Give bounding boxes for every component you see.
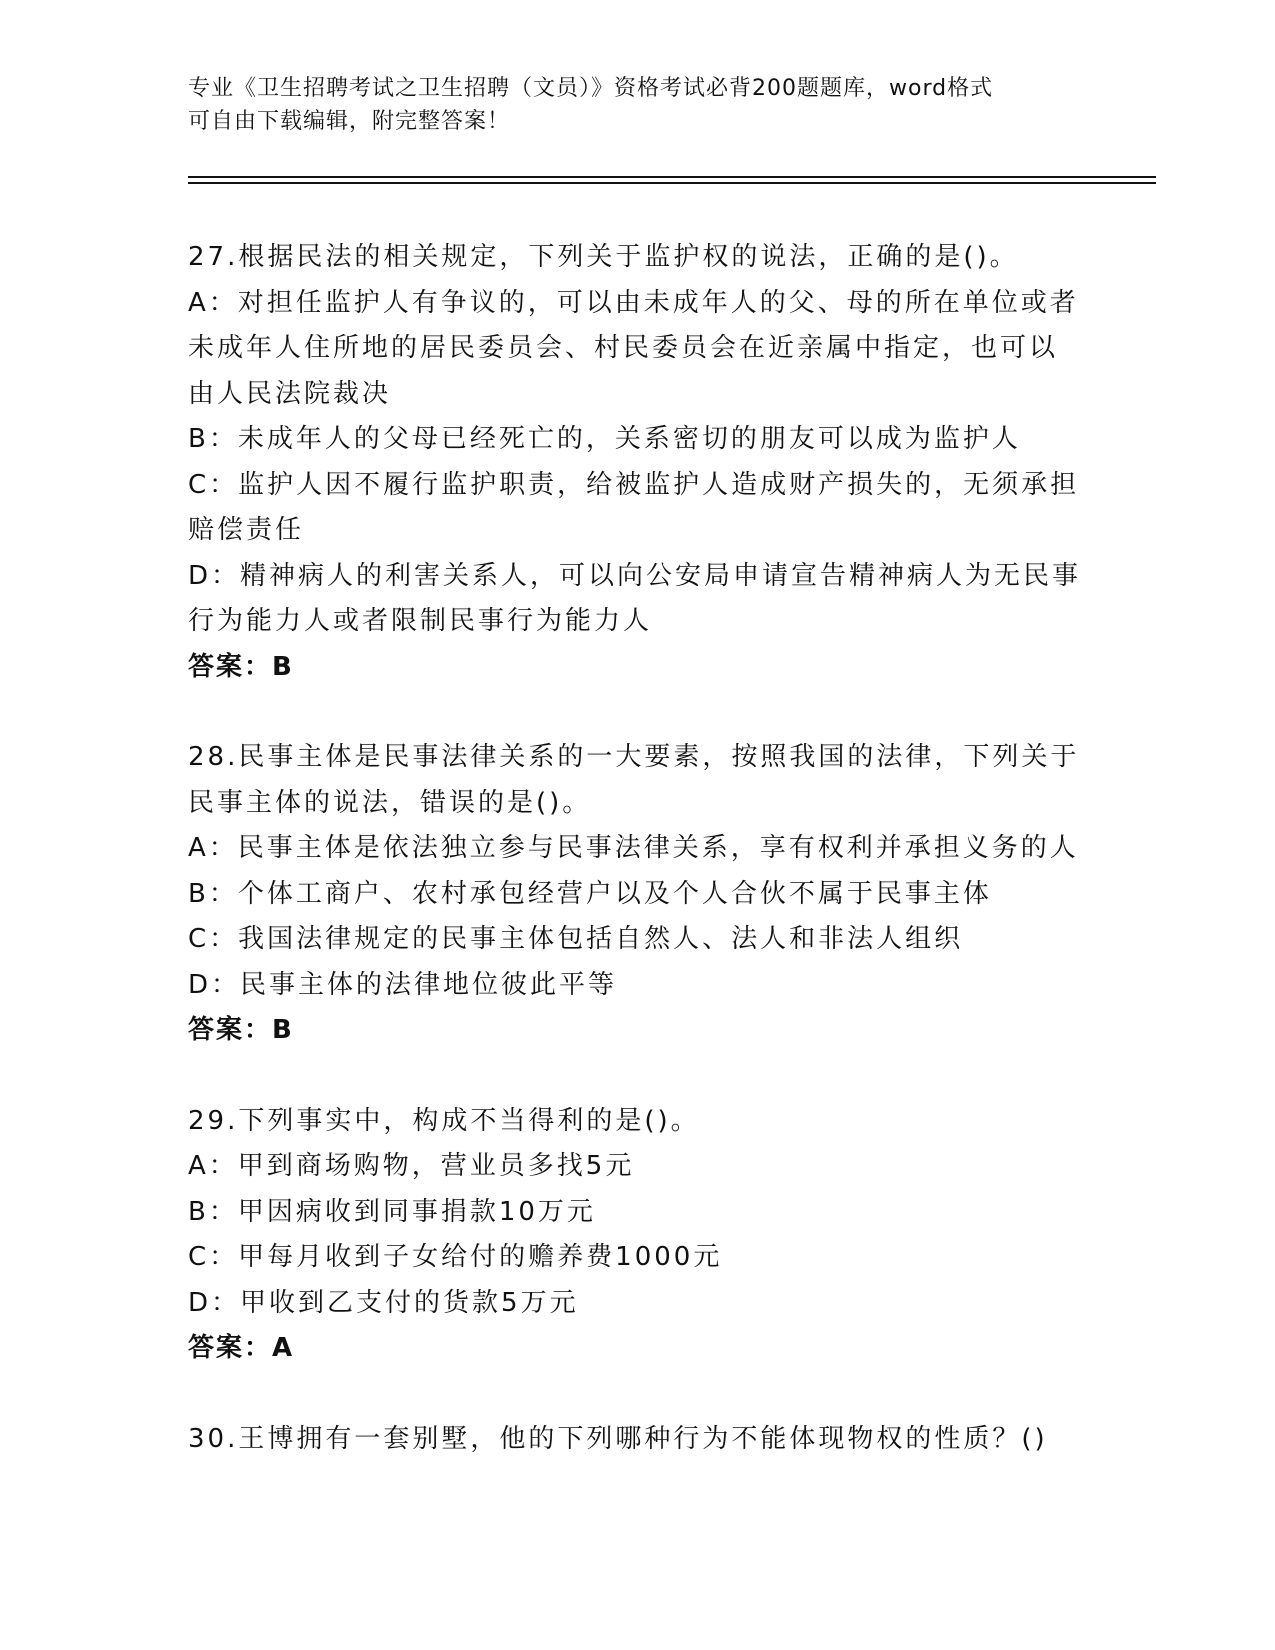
answer-value: B: [272, 1015, 294, 1045]
question-28-option-d-line: D：民事主体的法律地位彼此平等: [188, 969, 618, 1000]
answer-value: B: [272, 651, 294, 682]
question-29-stem-line: 29.下列事实中，构成不当得利的是()。: [188, 1105, 700, 1136]
question-28-stem-line: 民事主体的说法，错误的是()。: [188, 787, 592, 818]
header-divider-bottom: [188, 182, 1156, 184]
question-27-option-d-line: 行为能力人或者限制民事行为能力人: [188, 606, 653, 636]
document-header: [188, 72, 1088, 138]
question-28-stem-line: 28.民事主体是民事法律关系的一大要素，按照我国的法律，下列关于: [188, 742, 1080, 772]
question-27-option-d-line: D：精神病人的利害关系人，可以向公安局申请宣告精神病人为无民事: [188, 560, 1082, 591]
answer-label: 答案：: [188, 1015, 273, 1045]
question-29-option-c-line: C：甲每月收到子女给付的赡养费1000元: [188, 1242, 723, 1272]
question-29: [188, 1099, 1088, 1372]
question-29-answer: [188, 1326, 1088, 1372]
question-27-option-c-line: 赔偿责任: [188, 515, 305, 545]
answer-value: A: [272, 1333, 295, 1363]
question-28: [188, 735, 1088, 1054]
question-27-option-b-line: B：未成年人的父母已经死亡的，关系密切的朋友可以成为监护人: [188, 424, 1021, 454]
question-27-option-a-line: 由人民法院裁决: [188, 378, 392, 409]
header-divider-top: [188, 176, 1156, 178]
question-29-option-d-line: D：甲收到乙支付的货款5万元: [188, 1287, 579, 1318]
header-title-line-1: 专业《卫生招聘考试之卫生招聘（文员）》资格考试必背200题题库，word格式: [188, 76, 994, 101]
question-27-option-c-line: C：监护人因不履行监护职责，给被监护人造成财产损失的，无须承担: [188, 469, 1080, 500]
question-27-option-a-line: A：对担任监护人有争议的，可以由未成年人的父、母的所在单位或者: [188, 287, 1079, 318]
question-27-answer: [188, 645, 1088, 691]
question-27: [188, 235, 1088, 690]
question-28-option-c-line: C：我国法律规定的民事主体包括自然人、法人和非法人组织: [188, 924, 964, 954]
answer-label: 答案：: [188, 651, 273, 682]
question-28-option-a-line: A：民事主体是依法独立参与民事法律关系，享有权利并承担义务的人: [188, 833, 1079, 863]
question-30: [188, 1417, 1088, 1463]
answer-label: 答案：: [188, 1333, 273, 1363]
header-title-line-2: 可自由下载编辑，附完整答案！: [188, 109, 511, 134]
question-30-stem-line: 30.王博拥有一套别墅，他的下列哪种行为不能体现物权的性质？(): [188, 1423, 1048, 1454]
question-28-option-b-line: B：个体工商户、农村承包经营户以及个人合伙不属于民事主体: [188, 878, 992, 909]
question-list: [188, 235, 1088, 1462]
question-27-stem-line: 27.根据民法的相关规定，下列关于监护权的说法，正确的是()。: [188, 242, 1019, 272]
question-29-option-b-line: B：甲因病收到同事捐款10万元: [188, 1196, 596, 1227]
question-29-option-a-line: A：甲到商场购物，营业员多找5元: [188, 1151, 635, 1181]
question-28-answer: [188, 1008, 1088, 1054]
question-27-option-a-line: 未成年人住所地的居民委员会、村民委员会在近亲属中指定，也可以: [188, 333, 1059, 363]
